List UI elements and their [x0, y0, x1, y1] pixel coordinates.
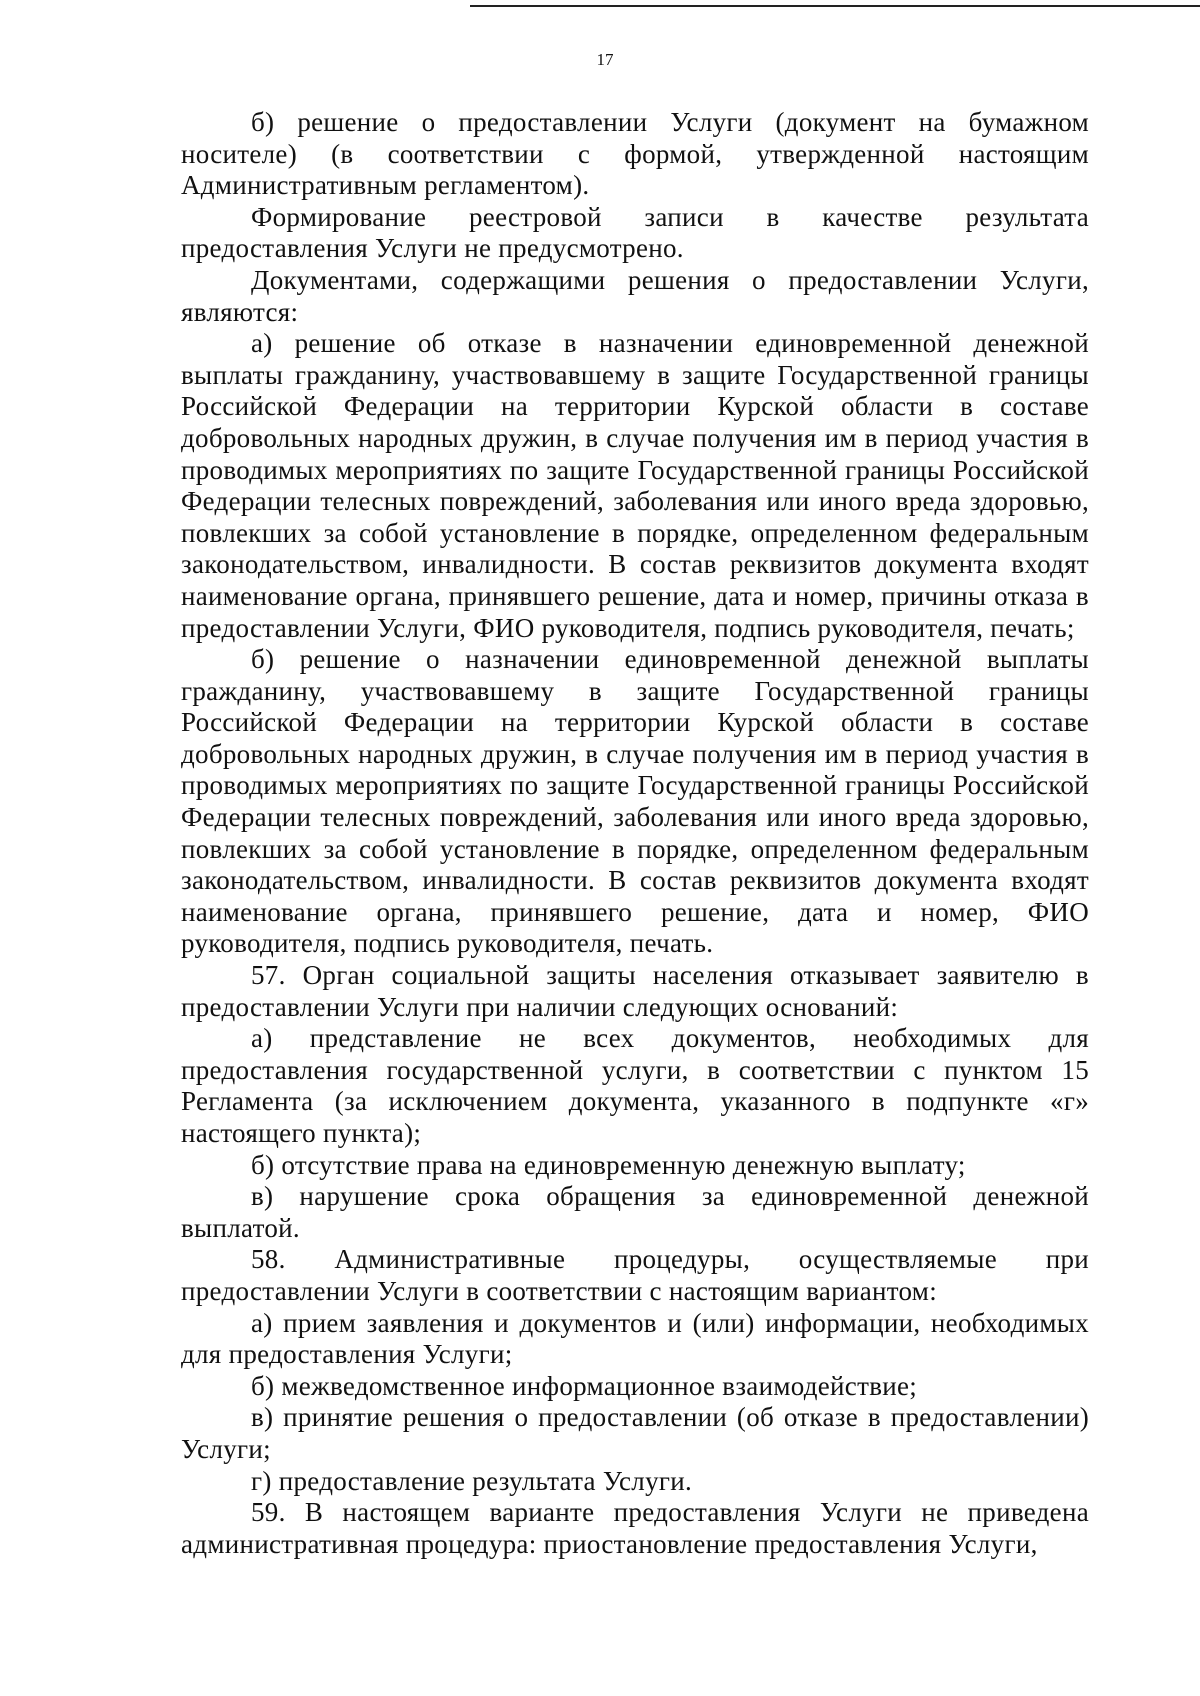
paragraph-58-b: б) межведомственное информационное взаимодействие;: [251, 1370, 918, 1401]
paragraph-57-b: б) отсутствие права на единовременную денежную выплату;: [251, 1149, 966, 1180]
paragraph-57-a: а) представление не всех документов, необходимых для предоставления государственной услуги, в соответствии с пунктом 15 Регламента (за исключением документа, указанного в подпункте «г» настоящего пункта);: [181, 1023, 1089, 1148]
page-number: 17: [596, 50, 614, 69]
paragraph-result-b: б) решение о предоставлении Услуги (документ на бумажном носителе) (в соответствии с формой, утвержденной настоящим Административным регламентом).: [181, 107, 1089, 201]
paragraph-58-procedures: 58. Административные процедуры, осуществляемые при предоставлении Услуги в соответствии с настоящим вариантом:: [181, 1244, 1089, 1306]
top-edge-line: [470, 5, 1200, 7]
paragraph-57-v: в) нарушение срока обращения за единовременной денежной выплатой.: [181, 1181, 1089, 1243]
paragraph-57-refusal-grounds: 57. Орган социальной защиты населения отказывает заявителю в предоставлении Услуги при наличии следующих оснований:: [181, 960, 1089, 1022]
paragraph-grant-decision: б) решение о назначении единовременной денежной выплаты гражданину, участвовавшему в защите Государственной границы Российской Федерации на территории Курской области в составе добровольных народных дружин, в случае получения им в период участия в проводимых мероприятиях по защите Государственной границы Российской Федерации телесных повреждений, заболевания или иного вреда здоровью, повлекших за собой установление в порядке, определенном федеральным законодательством, инвалидности. В состав реквизитов документа входят наименование органа, принявшего решение, дата и номер, ФИО руководителя, подпись руководителя, печать.: [181, 644, 1089, 959]
paragraph-decision-documents: Документами, содержащими решения о предоставлении Услуги, являются:: [181, 264, 1089, 327]
paragraph-58-v: в) принятие решения о предоставлении (об отказе в предоставлении) Услуги;: [181, 1402, 1089, 1464]
paragraph-58-a: а) прием заявления и документов и (или) информации, необходимых для предоставления Услуги;: [181, 1307, 1089, 1370]
paragraph-59: 59. В настоящем варианте предоставления Услуги не приведена административная процедура: приостановление предоставления Услуги,: [181, 1497, 1089, 1559]
paragraph-refusal-decision: а) решение об отказе в назначении единовременной денежной выплаты гражданину, участвовавшему в защите Государственной границы Российской Федерации на территории Курской области в составе добровольных народных дружин, в случае получения им в период участия в проводимых мероприятиях по защите Государственной границы Российской Федерации телесных повреждений, заболевания или иного вреда здоровью, повлекших за собой установление в порядке, определенном федеральным законодательством, инвалидности. В состав реквизитов документа входят наименование органа, принявшего решение, дата и номер, причины отказа в предоставлении Услуги, ФИО руководителя, подпись руководителя, печать;: [181, 328, 1089, 643]
paragraph-registry-record: Формирование реестровой записи в качестве результата предоставления Услуги не предусмотрено.: [181, 201, 1089, 264]
paragraph-58-g: г) предоставление результата Услуги.: [251, 1465, 693, 1496]
document-body: [181, 107, 1089, 1560]
